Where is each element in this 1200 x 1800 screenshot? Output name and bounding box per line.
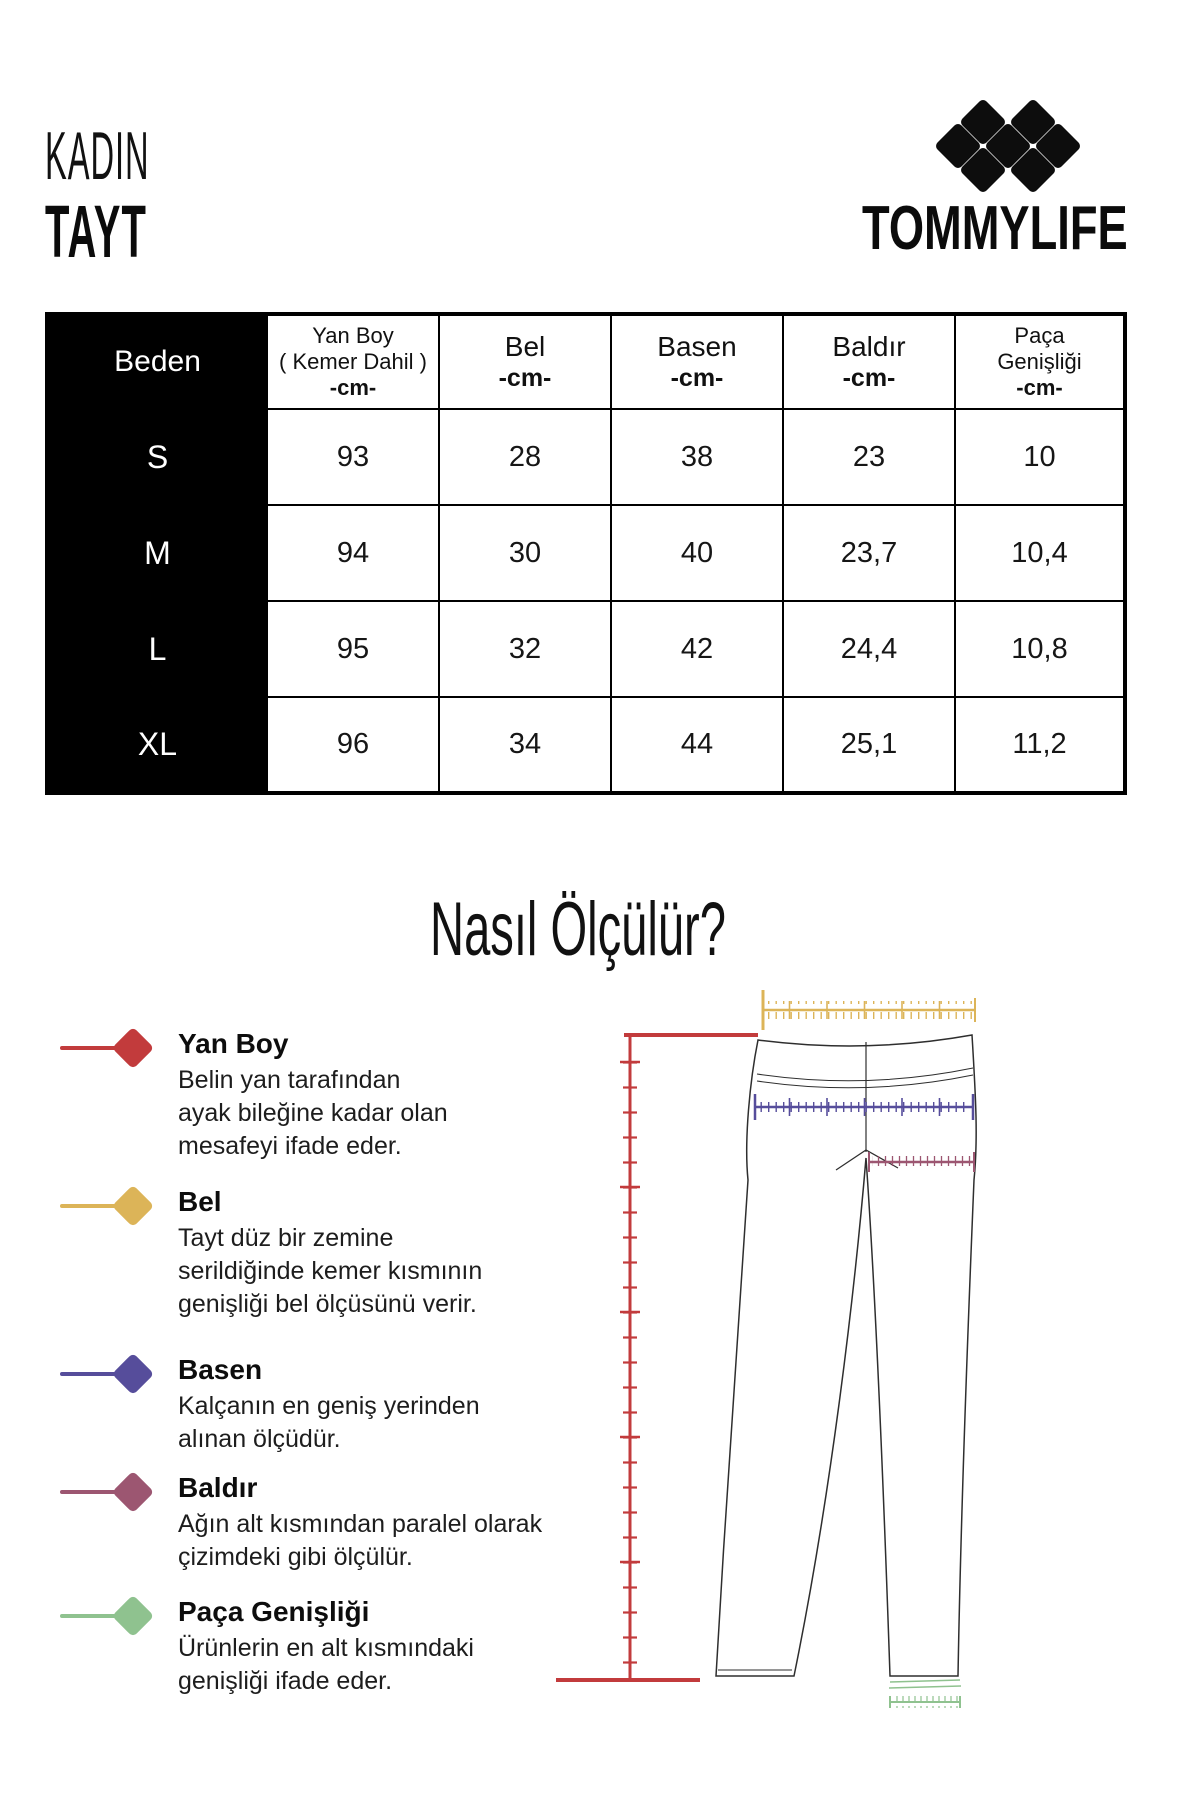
value-cell: 10,4 xyxy=(955,505,1125,601)
value-cell: 23,7 xyxy=(783,505,955,601)
legend-text: serildiğinde kemer kısmının xyxy=(178,1257,483,1285)
measure-legend xyxy=(60,0,600,1800)
legend-text: Belin yan tarafından xyxy=(178,1066,401,1094)
legend-item-yan-boy xyxy=(60,1026,448,1163)
value-cell: 23 xyxy=(783,409,955,505)
diamond-icon xyxy=(112,1185,154,1227)
product-title: TAYT xyxy=(45,190,148,273)
value-cell: 28 xyxy=(439,409,611,505)
diamond-icon xyxy=(112,1027,154,1069)
legend-text: Tayt düz bir zemine xyxy=(178,1224,394,1252)
col-header-yan-boy: Yan Boy ( Kemer Dahil ) -cm- xyxy=(267,314,439,409)
brand-logo-icon xyxy=(930,100,1090,195)
value-cell: 93 xyxy=(267,409,439,505)
baldir-marker xyxy=(60,1472,172,1514)
legend-item-bel xyxy=(60,1184,482,1321)
legend-item-baldir xyxy=(60,1470,542,1574)
legend-label: Yan Boy xyxy=(178,1028,289,1059)
value-cell: 44 xyxy=(611,697,783,793)
legend-label: Basen xyxy=(178,1354,263,1385)
size-cell: S xyxy=(47,409,267,505)
value-cell: 10,8 xyxy=(955,601,1125,697)
legend-label: Bel xyxy=(178,1186,222,1217)
legend-text: Ürünlerin en alt kısmındaki xyxy=(178,1634,474,1662)
yan-boy-marker xyxy=(60,1028,172,1070)
col-header-paca: Paça Genişliği -cm- xyxy=(955,314,1125,409)
legend-text: genişliği ifade eder. xyxy=(178,1667,393,1695)
legend-item-paca xyxy=(60,1594,474,1698)
bel-marker xyxy=(60,1186,172,1228)
legend-text: alınan ölçüdür. xyxy=(178,1425,341,1453)
category-title: KADIN xyxy=(45,118,150,194)
legend-label: Baldır xyxy=(178,1472,258,1503)
diamond-icon xyxy=(112,1595,154,1637)
value-cell: 94 xyxy=(267,505,439,601)
col-header-basen: Basen -cm- xyxy=(611,314,783,409)
diamond-icon xyxy=(112,1353,154,1395)
paca-ruler xyxy=(889,1680,961,1708)
legend-text: çizimdeki gibi ölçülür. xyxy=(178,1543,413,1571)
value-cell: 42 xyxy=(611,601,783,697)
size-cell: M xyxy=(47,505,267,601)
value-cell: 11,2 xyxy=(955,697,1125,793)
value-cell: 96 xyxy=(267,697,439,793)
value-cell: 95 xyxy=(267,601,439,697)
value-cell: 38 xyxy=(611,409,783,505)
legend-text: ayak bileğine kadar olan xyxy=(178,1099,448,1127)
corner-label: Beden xyxy=(114,345,201,378)
diamond-icon xyxy=(112,1471,154,1513)
basen-marker xyxy=(60,1354,172,1396)
value-cell: 10 xyxy=(955,409,1125,505)
legend-text: Ağın alt kısmından paralel olarak xyxy=(178,1510,543,1538)
value-cell: 40 xyxy=(611,505,783,601)
legend-label: Paça Genişliği xyxy=(178,1596,370,1627)
value-cell: 34 xyxy=(439,697,611,793)
legend-text: genişliği bel ölçüsünü verir. xyxy=(178,1290,477,1318)
value-cell: 32 xyxy=(439,601,611,697)
legend-item-basen xyxy=(60,1352,480,1456)
value-cell: 24,4 xyxy=(783,601,955,697)
leggings-diagram xyxy=(540,980,1010,1720)
leggings-outline xyxy=(716,1035,976,1676)
bel-ruler xyxy=(763,990,975,1030)
col-header-bel: Bel -cm- xyxy=(439,314,611,409)
paca-marker xyxy=(60,1596,172,1638)
legend-text: mesafeyi ifade eder. xyxy=(178,1132,402,1160)
value-cell: 25,1 xyxy=(783,697,955,793)
baldir-ruler xyxy=(869,1152,974,1172)
how-to-measure-title: Nasıl Ölçülür? xyxy=(430,887,726,972)
legend-text: Kalçanın en geniş yerinden xyxy=(178,1392,480,1420)
value-cell: 30 xyxy=(439,505,611,601)
size-cell: L xyxy=(47,601,267,697)
brand-name: TOMMYLIFE xyxy=(862,194,1128,263)
size-cell: XL xyxy=(47,697,267,793)
col-header-baldir: Baldır -cm- xyxy=(783,314,955,409)
